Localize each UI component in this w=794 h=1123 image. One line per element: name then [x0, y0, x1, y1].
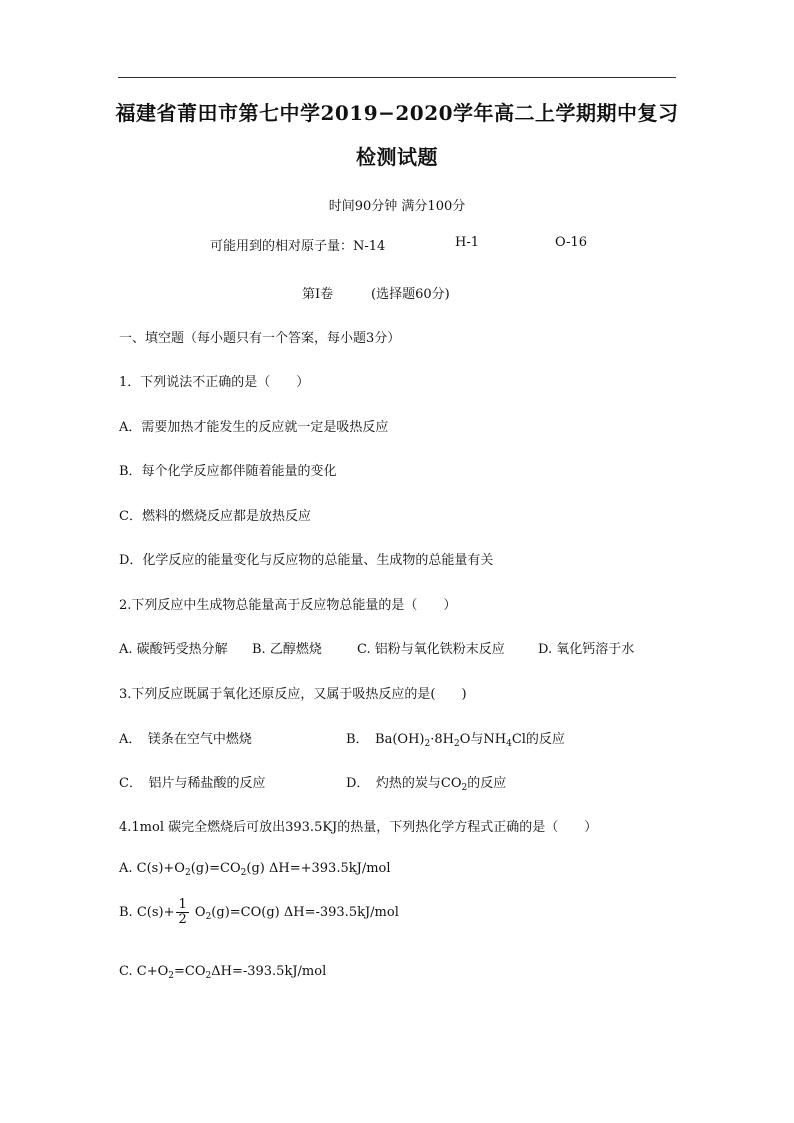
question-2-stem: 2.下列反应中生成物总能量高于反应物总能量的是（ ） [119, 598, 457, 613]
q3-d-sub: 2 [461, 783, 468, 793]
question-4-option-b [119, 898, 399, 927]
q3-d-text: 的反应 [467, 776, 507, 791]
q4-c-sub: 2 [168, 971, 174, 981]
question-3-stem: 3.下列反应既属于氧化还原反应，又属于吸热反应的是( ) [119, 687, 467, 702]
question-3-option-b [346, 728, 565, 749]
atomic-mass-o: O-16 [555, 235, 588, 250]
q3-b-text: B． Ba(OH) [346, 732, 425, 747]
page-title-line2: 检测试题 [356, 145, 438, 169]
exam-time-info: 时间90分钟 满分100分 [328, 199, 466, 214]
atomic-mass-label: 可能用到的相对原子量：N-14 [210, 239, 386, 254]
q3-d-text: D． 灼热的炭与CO [346, 776, 462, 791]
question-3-option-c: C． 铝片与稀盐酸的反应 [119, 776, 266, 791]
one-half-fraction [176, 898, 188, 927]
q4-b-text: (g)=CO(g) ΔH=-393.5kJ/mol [211, 905, 399, 920]
q3-b-text: Cl的反应 [511, 732, 565, 747]
question-1-option-d: D．化学反应的能量变化与反应物的总能量、生成物的总能量有关 [119, 553, 494, 568]
q4-a-text: A. C(s)+O [119, 861, 185, 876]
q4-c-text: C. C+O [119, 964, 169, 979]
q4-c-text: ΔH=-393.5kJ/mol [211, 964, 327, 979]
top-rule [118, 77, 676, 78]
question-1-option-b: B．每个化学反应都伴随着能量的变化 [119, 464, 337, 479]
question-4-stem: 4.1mol 碳完全燃烧后可放出393.5KJ的热量，下列热化学方程式正确的是（ ） [119, 820, 598, 835]
q4-c-text: =CO [173, 964, 206, 979]
atomic-mass-h: H-1 [455, 235, 480, 250]
q4-a-sub: 2 [240, 868, 247, 878]
question-1-option-c: C．燃料的燃烧反应都是放热反应 [119, 509, 311, 524]
volume-note: (选择题60分) [371, 287, 450, 302]
q4-b-text: B. C(s)+ [119, 905, 175, 920]
q3-b-sub: 2 [453, 739, 460, 749]
q3-b-text: O与NH [459, 732, 507, 747]
page-title: 福建省莆田市第七中学2019−2020学年高二上学期期中复习 [115, 101, 679, 125]
q4-a-sub: 2 [184, 868, 191, 878]
section-heading: 一、填空题（每小题只有一个答案，每小题3分） [119, 331, 401, 346]
question-3-option-a: A． 镁条在空气中燃烧 [119, 732, 252, 747]
q4-c-sub: 2 [205, 971, 212, 981]
question-4-option-c [119, 964, 326, 981]
question-2-option-d: D. 氧化钙溶于水 [538, 642, 635, 657]
question-2-option-c: C. 铝粉与氧化铁粉末反应 [357, 642, 505, 657]
question-3-option-d [346, 772, 506, 793]
question-1-option-a: A．需要加热才能发生的反应就一定是吸热反应 [119, 420, 389, 435]
fraction-numerator: 1 [178, 897, 187, 912]
question-2-option-b: B. 乙醇燃烧 [252, 642, 322, 657]
q4-b-sub: 2 [205, 912, 212, 922]
q3-b-sub: 4 [506, 739, 512, 749]
q4-b-text: O [190, 905, 206, 920]
q4-a-text: (g)=CO [190, 861, 241, 876]
fraction-denominator: 2 [178, 912, 187, 927]
question-4-option-a [119, 861, 391, 878]
q3-b-sub: 2 [424, 739, 431, 749]
volume-label: 第Ⅰ卷 [302, 287, 334, 302]
q4-a-text: (g) ΔH=+393.5kJ/mol [246, 861, 391, 876]
question-2-option-a: A. 碳酸钙受热分解 [119, 642, 228, 657]
q3-b-text: ·8H [430, 732, 454, 747]
question-1-stem: 1．下列说法不正确的是（ ） [119, 375, 310, 390]
